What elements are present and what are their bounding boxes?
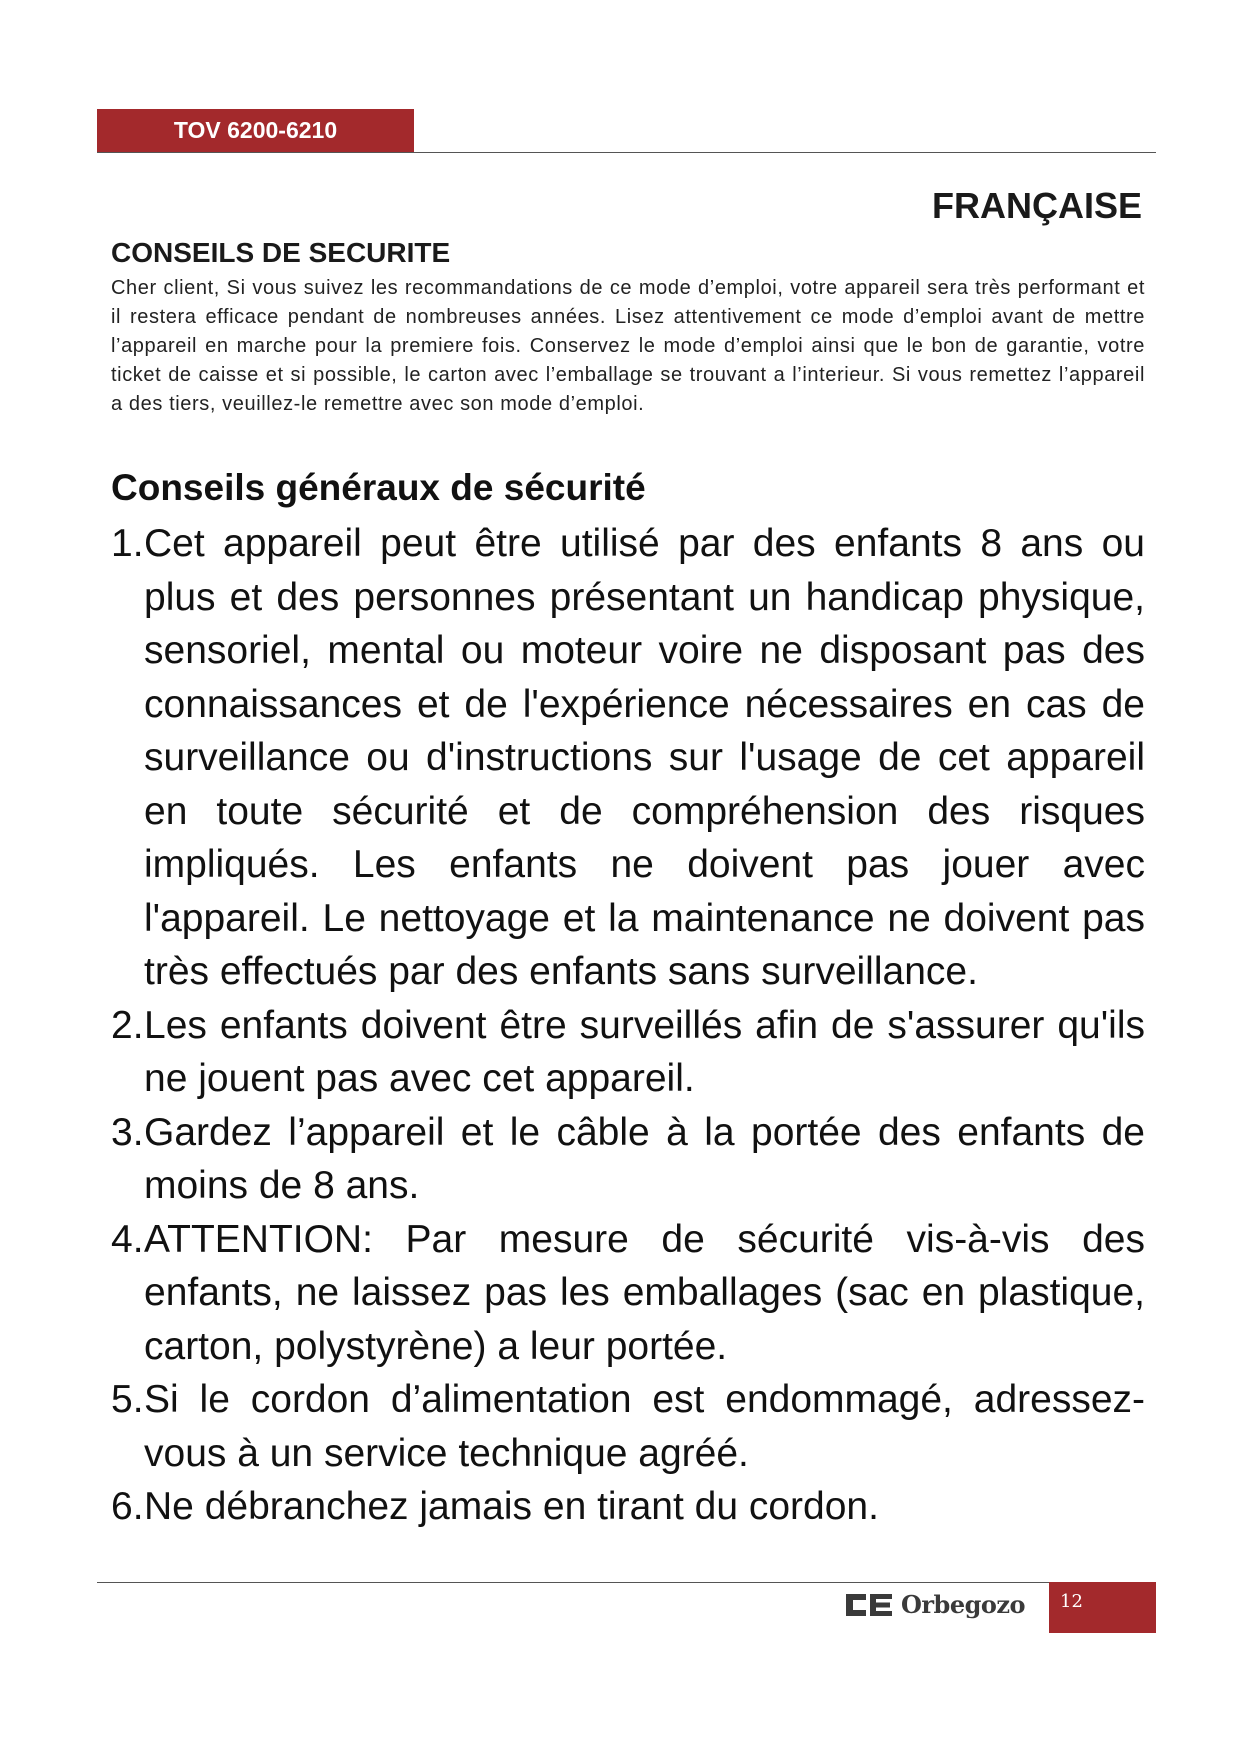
list-item xyxy=(111,1213,1145,1374)
page-number-box xyxy=(1049,1582,1156,1633)
list-item xyxy=(111,1480,1145,1534)
intro-paragraph: Cher client, Si vous suivez les recommandations de ce mode d’emploi, votre appareil sera très performant et il restera efficace pendant de nombreuses années. Lisez attentivement ce mode d’emploi avant de mettre l’appareil en marche pour la premiere fois. Conservez le mode d’emploi ainsi que le bon de garantie, votre ticket de caisse et si possible, le carton avec l’emballage se trouvant a l’interieur. Si vous remettez l’appareil a des tiers, veuillez-le remettre avec son mode d’emploi. xyxy=(111,277,1145,415)
list-item xyxy=(111,1373,1145,1480)
list-item-text: Cet appareil peut être utilisé par des enfants 8 ans ou plus et des personnes présentant un handicap physique, sensoriel, mental ou moteur voire ne disposant pas des connaissances et de l'expérience nécessaires en cas de surveillance ou d'instructions sur l'usage de cet appareil en toute sécurité et de compréhension des risques impliqués. Les enfants ne doivent pas jouer avec l'appareil. Le nettoyage et la maintenance ne doivent pas très effectués par des enfants sans surveillance. xyxy=(144,522,1145,993)
list-item-number: 2. xyxy=(111,1003,144,1047)
header-rule xyxy=(97,152,1156,153)
list-item-text: Ne débranchez jamais en tirant du cordon. xyxy=(144,1485,879,1528)
list-item-text: Les enfants doivent être surveillés afin de s'assurer qu'ils ne jouent pas avec cet appareil. xyxy=(144,1003,1145,1100)
list-item-number: 3. xyxy=(111,1110,144,1154)
list-item xyxy=(111,517,1145,999)
list-item-number: 4. xyxy=(111,1217,144,1261)
brand-logo xyxy=(846,1590,1025,1620)
list-item-text: Si le cordon d’alimentation est endommagé, adressez-vous à un service technique agréé. xyxy=(144,1378,1145,1475)
model-tab: TOV 6200-6210 xyxy=(97,109,414,152)
list-item-number: 6. xyxy=(111,1485,144,1528)
brand-logo-text: Orbegozo xyxy=(901,1590,1026,1619)
list-item xyxy=(111,999,1145,1106)
language-heading: FRANÇAISE xyxy=(931,185,1142,226)
list-item-number: 5. xyxy=(111,1378,144,1421)
safety-section-title: CONSEILS DE SECURITE xyxy=(111,237,451,268)
footer-rule xyxy=(97,1582,1156,1583)
brand-logo-icon xyxy=(846,1594,892,1616)
list-item-number: 1. xyxy=(111,522,144,565)
safety-instructions-list xyxy=(111,517,1145,1534)
list-item xyxy=(111,1106,1145,1213)
list-item-text: Gardez l’appareil et le câble à la portée des enfants de moins de 8 ans. xyxy=(144,1110,1145,1207)
page-number: 12 xyxy=(1060,1591,1083,1612)
general-safety-title: Conseils généraux de sécurité xyxy=(111,467,646,508)
list-item-text: ATTENTION: Par mesure de sécurité vis-à-vis des enfants, ne laissez pas les emballages (sac en plastique, carton, polystyrène) a leur portée. xyxy=(144,1217,1145,1368)
